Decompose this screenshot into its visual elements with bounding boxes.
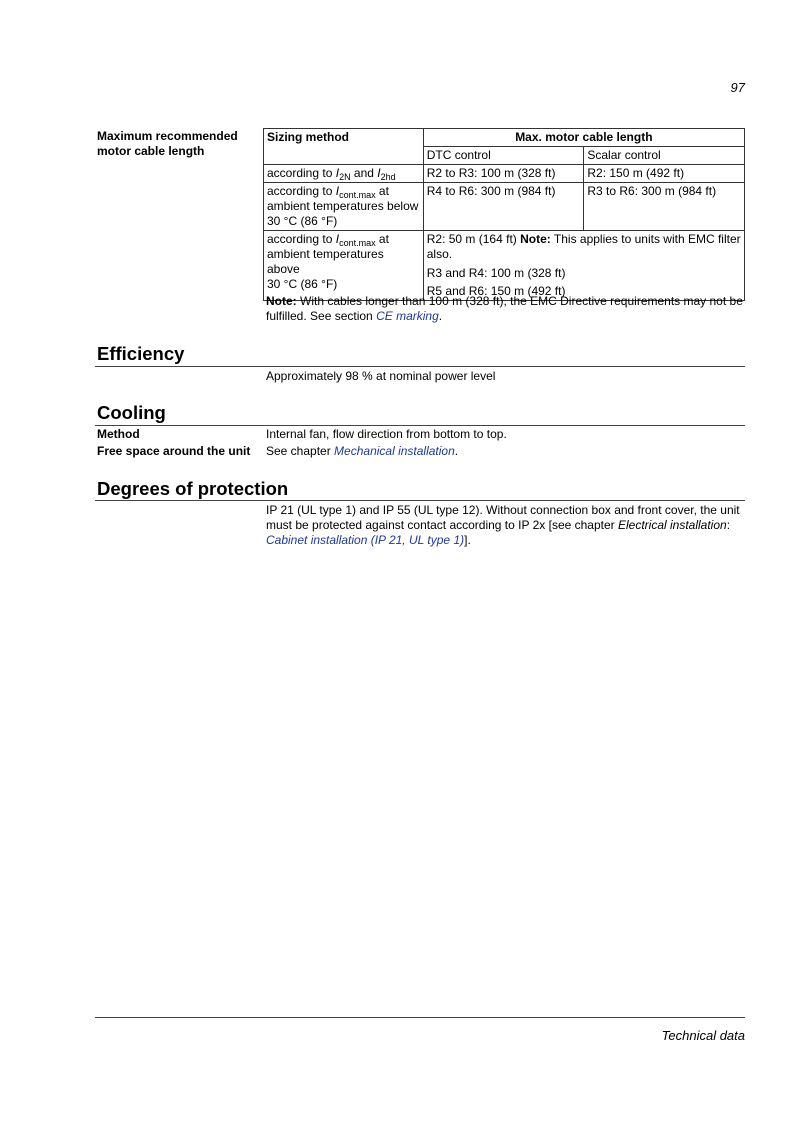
- row3-sizing-pre: according to: [267, 232, 336, 246]
- row2-post: at: [375, 184, 389, 198]
- efficiency-heading: Efficiency: [97, 343, 185, 364]
- cooling-method-label: Method: [97, 427, 140, 441]
- protection-text2: :: [726, 518, 731, 532]
- row3-a-text: R2: 50 m (164 ft): [426, 232, 521, 246]
- row2-scalar: R3 to R6: 300 m (984 ft): [584, 183, 745, 231]
- protection-italic: Electrical installation: [617, 518, 727, 532]
- row2-sizing-pre: according to: [267, 184, 336, 198]
- row1-i1: I: [335, 166, 340, 180]
- row3-sizing-line1: [267, 232, 420, 247]
- cable-note-label: Note:: [266, 294, 297, 308]
- footer-rule: [95, 1017, 745, 1018]
- row2-sizing: [264, 183, 424, 231]
- cable-note: [266, 294, 744, 324]
- protection-text1: IP 21 (UL type 1) and IP 55 (UL type 12). Without connection box and front cover, the unit must be protected against contact according to IP 2x [see chapter: [266, 503, 740, 532]
- table-row: [264, 231, 745, 264]
- col-scalar-header: Scalar control: [584, 147, 745, 165]
- row3-sub: cont.max: [339, 238, 376, 248]
- row1-mid: and: [350, 166, 378, 180]
- cooling-space-pre: See chapter: [266, 444, 335, 458]
- row2-dtc: R4 to R6: 300 m (984 ft): [423, 183, 584, 231]
- cooling-heading: Cooling: [97, 402, 166, 423]
- protection-text: [266, 503, 744, 548]
- protection-heading: Degrees of protection: [97, 478, 289, 499]
- cooling-space-label: Free space around the unit: [97, 444, 251, 458]
- cable-length-label: [97, 129, 257, 159]
- cable-length-label-line1: Maximum recommended: [97, 129, 238, 143]
- row1-i2: I: [377, 166, 381, 180]
- row3-sizing-line3: 30 °C (86 °F): [267, 277, 338, 291]
- row3-post: at: [375, 232, 389, 246]
- col-max-header: Max. motor cable length: [423, 129, 744, 147]
- row2-sub: cont.max: [339, 190, 376, 200]
- protection-rule: [95, 500, 745, 501]
- efficiency-text: Approximately 98 % at nominal power level: [266, 369, 496, 383]
- row1-sizing: [264, 165, 424, 183]
- row3-sizing-line2: ambient temperatures above: [267, 247, 384, 276]
- page-number: 97: [730, 80, 745, 95]
- cable-note-end: .: [438, 309, 443, 323]
- ce-marking-link[interactable]: CE marking: [376, 309, 439, 323]
- row2-sizing-line3: 30 °C (86 °F): [267, 214, 338, 228]
- row3-a-rest: This applies to units with EMC filter also.: [426, 232, 741, 261]
- row2-sizing-line1: [267, 184, 420, 199]
- row3-a-note: Note:: [520, 232, 551, 246]
- efficiency-rule: [95, 366, 745, 367]
- protection-text3: ].: [464, 533, 471, 547]
- row2-sizing-line2: ambient temperatures below: [267, 199, 419, 213]
- col-sizing-header: Sizing method: [264, 129, 424, 165]
- mechanical-installation-link[interactable]: Mechanical installation: [334, 444, 455, 458]
- cooling-space-end: .: [454, 444, 459, 458]
- row3-b: R3 and R4: 100 m (328 ft): [423, 263, 744, 282]
- row3-i: I: [335, 232, 340, 246]
- row3-sizing: [264, 231, 424, 301]
- cooling-space-text: [266, 444, 458, 459]
- col-dtc-header: DTC control: [423, 147, 584, 165]
- table-row: [264, 183, 745, 231]
- row1-dtc: R2 to R3: 100 m (328 ft): [423, 165, 584, 183]
- cooling-rule: [95, 425, 745, 426]
- row1-sub1: 2N: [339, 172, 351, 182]
- table-row: [264, 165, 745, 183]
- cabinet-installation-link[interactable]: Cabinet installation (IP 21, UL type 1): [266, 533, 465, 547]
- footer-text: Technical data: [661, 1028, 745, 1043]
- row3-c: R5 and R6: 150 m (492 ft): [423, 282, 744, 301]
- row3-a: [423, 231, 744, 264]
- row1-sub2: 2hd: [380, 172, 396, 182]
- cable-length-label-line2: motor cable length: [97, 144, 205, 158]
- row2-i: I: [335, 184, 340, 198]
- row1-sizing-pre: according to: [267, 166, 336, 180]
- row1-scalar: R2: 150 m (492 ft): [584, 165, 745, 183]
- cable-length-table: [263, 128, 745, 301]
- cable-note-text: With cables longer than 100 m (328 ft), the EMC Directive requirements may not be fulfilled. See section: [266, 294, 743, 323]
- cooling-method-text: Internal fan, flow direction from bottom to top.: [266, 427, 507, 441]
- table-header-row: [264, 129, 745, 147]
